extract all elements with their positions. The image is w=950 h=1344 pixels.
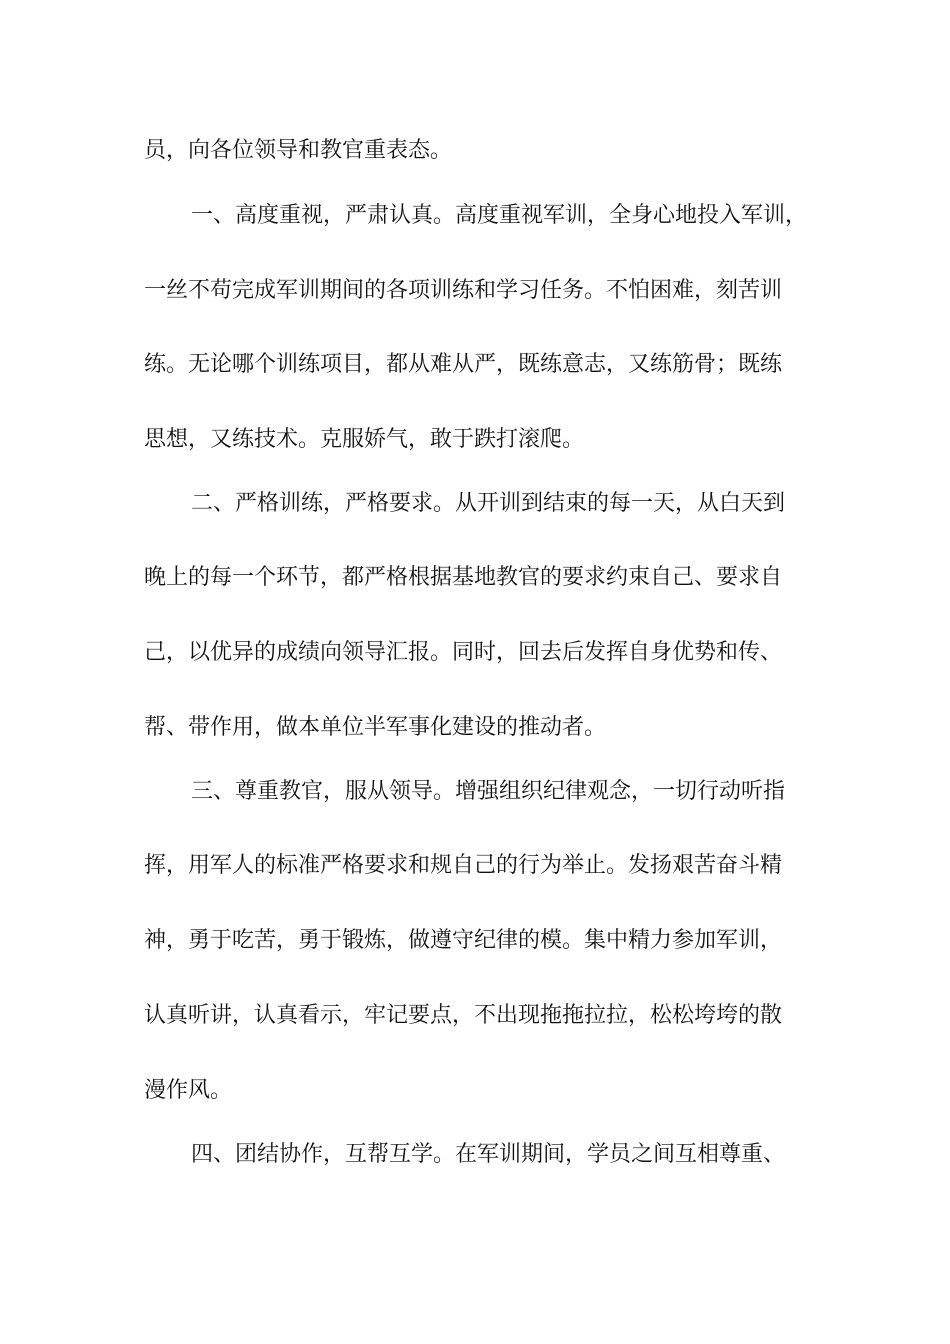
text-line: 神，勇于吃苦，勇于锻炼，做遵守纪律的模。集中精力参加军训，: [144, 928, 783, 953]
text-line: 漫作风。: [144, 1078, 233, 1103]
text-line: 己，以优异的成绩向领导汇报。同时，回去后发挥自身优势和传、: [144, 640, 783, 665]
text-line: 挥，用军人的标准严格要求和规自己的行为举止。发扬艰苦奋斗精: [144, 853, 783, 878]
text-line: 练。无论哪个训练项目，都从难从严，既练意志，又练筋骨；既练: [144, 352, 783, 377]
text-line: 思想，又练技术。克服娇气，敢于跌打滚爬。: [144, 427, 585, 452]
text-line: 帮、带作用，做本单位半军事化建设的推动者。: [144, 715, 607, 740]
paragraph-heading-4: 四、团结协作，互帮互学。在军训期间，学员之间互相尊重、: [191, 1142, 786, 1167]
text-line: 认真听讲，认真看示，牢记要点，不出现拖拖拉拉，松松垮垮的散: [144, 1003, 783, 1028]
text-line: 晚上的每一个环节，都严格根据基地教官的要求约束自己、要求自: [144, 565, 783, 590]
text-line: 员，向各位领导和教官重表态。: [144, 138, 453, 163]
paragraph-heading-2: 二、严格训练，严格要求。从开训到结束的每一天，从白天到: [191, 491, 786, 516]
paragraph-heading-1: 一、高度重视，严肃认真。高度重视军训，全身心地投入军训，: [191, 203, 808, 228]
paragraph-heading-3: 三、尊重教官，服从领导。增强组织纪律观念，一切行动听指: [191, 779, 786, 804]
text-line: 一丝不苟完成军训期间的各项训练和学习任务。不怕困难，刻苦训: [144, 278, 783, 303]
